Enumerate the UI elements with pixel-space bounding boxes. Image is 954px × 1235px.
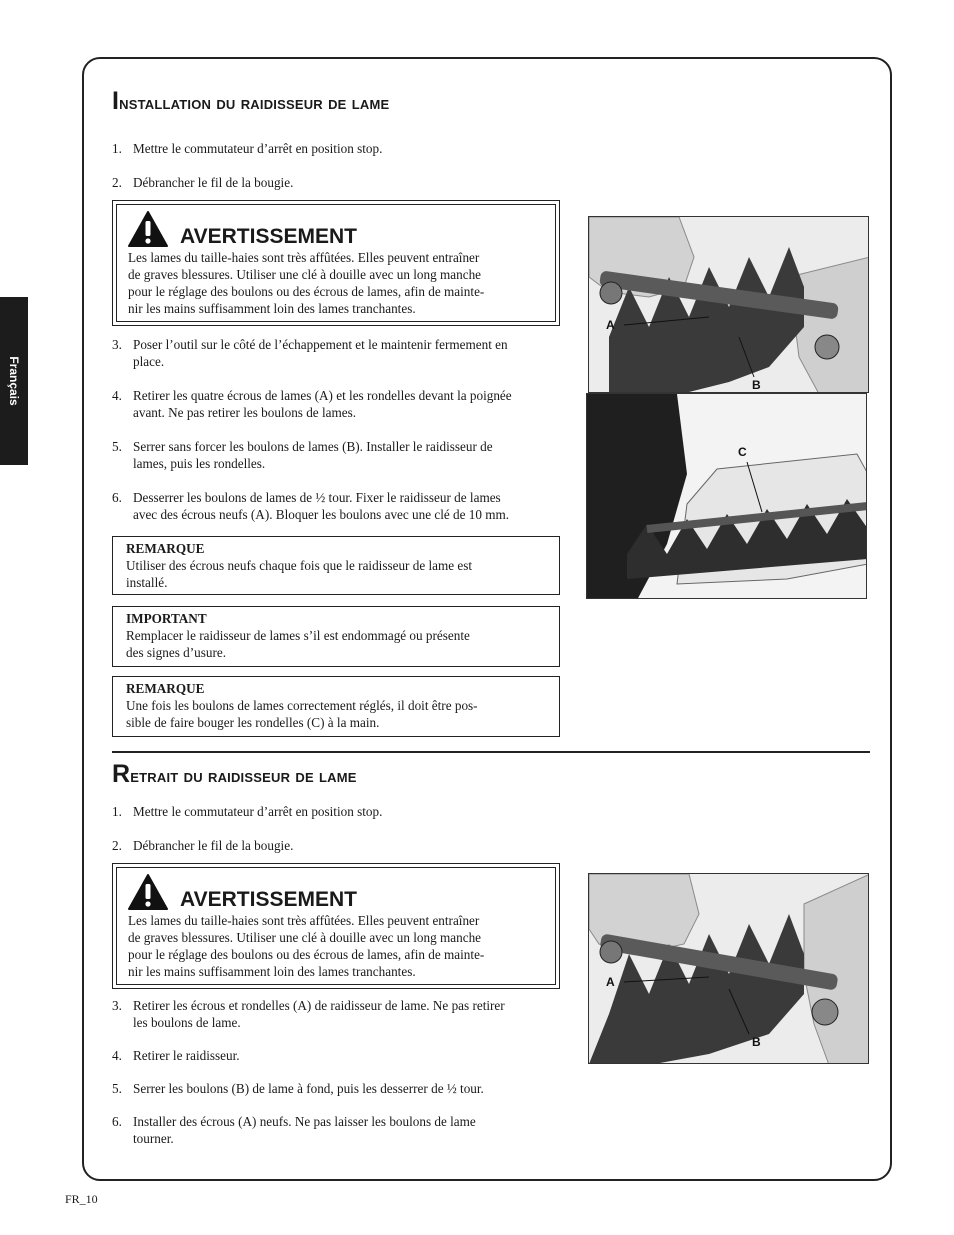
warning-box: [112, 200, 560, 326]
photo-wrench-installation: [588, 216, 869, 393]
note-box-remarque: REMARQUE Utiliser des écrous neufs chaque fois que le raidisseur de lame est installé.: [112, 536, 560, 595]
step-item: 1. Mettre le commutateur d’arrêt en position stop.: [112, 141, 383, 156]
step-item: 3. Retirer les écrous et rondelles (A) de raidisseur de lame. Ne pas retirer les boulons de lame.: [112, 998, 505, 1030]
warning-text: Les lames du taille-haies sont très affûtées. Elles peuvent entraîner de graves blessures. Utiliser une clé à douille avec un long manche pour le réglage des boulons ou des écrous de lames, afin de mainte- nir les mains suffisamment loin des lames tranchantes.: [128, 250, 485, 316]
photo-wrench-removal: [588, 873, 869, 1064]
note-box-important: IMPORTANT Remplacer le raidisseur de lames s’il est endommagé ou présente des signes d’usure.: [112, 606, 560, 667]
step-item: 3. Poser l’outil sur le côté de l’échappement et le maintenir fermement en place.: [112, 337, 508, 369]
callout-c: C: [738, 445, 747, 459]
step-item: 5. Serrer les boulons (B) de lame à fond, puis les desserrer de ½ tour.: [112, 1081, 484, 1096]
callout-b: B: [752, 1035, 761, 1049]
callout-b: B: [752, 378, 761, 392]
section-title-retrait: Retrait du raidisseur de lame: [112, 760, 357, 788]
warning-box: [112, 863, 560, 989]
language-tab-label: Français: [7, 356, 21, 406]
step-item: 2. Débrancher le fil de la bougie.: [112, 175, 294, 190]
warning-triangle-icon: [127, 210, 169, 248]
step-item: 5. Serrer sans forcer les boulons de lames (B). Installer le raidisseur de lames, puis les rondelles.: [112, 439, 493, 471]
warning-heading: AVERTISSEMENT: [180, 888, 357, 911]
section-divider: [112, 751, 870, 753]
note-box-remarque: REMARQUE Une fois les boulons de lames correctement réglés, il doit être pos- sible de faire bouger les rondelles (C) à la main.: [112, 676, 560, 737]
callout-a: A: [606, 975, 615, 989]
warning-heading: AVERTISSEMENT: [180, 225, 357, 248]
step-item: 1. Mettre le commutateur d’arrêt en position stop.: [112, 804, 383, 819]
callout-a: A: [606, 318, 615, 332]
step-item: 6. Desserrer les boulons de lames de ½ tour. Fixer le raidisseur de lames avec des écrous neufs (A). Bloquer les boulons avec une clé de 10 mm.: [112, 490, 510, 522]
step-item: 6. Installer des écrous (A) neufs. Ne pas laisser les boulons de lame tourner.: [112, 1114, 476, 1146]
warning-text: Les lames du taille-haies sont très affûtées. Elles peuvent entraîner de graves blessures. Utiliser une clé à douille avec un long manche pour le réglage des boulons ou des écrous de lames, afin de mainte- nir les mains suffisamment loin des lames tranchantes.: [128, 913, 485, 979]
step-item: 2. Débrancher le fil de la bougie.: [112, 838, 294, 853]
page-number: FR_10: [65, 1192, 98, 1206]
step-item: 4. Retirer le raidisseur.: [112, 1048, 240, 1063]
photo-blade-stiffener: [586, 393, 867, 599]
warning-triangle-icon: [127, 873, 169, 911]
language-tab: [0, 297, 28, 465]
step-item: 4. Retirer les quatre écrous de lames (A) et les rondelles devant la poignée avant. Ne pas retirer les boulons de lames.: [112, 388, 512, 420]
section-title-installation: Installation du raidisseur de lame: [112, 87, 390, 115]
